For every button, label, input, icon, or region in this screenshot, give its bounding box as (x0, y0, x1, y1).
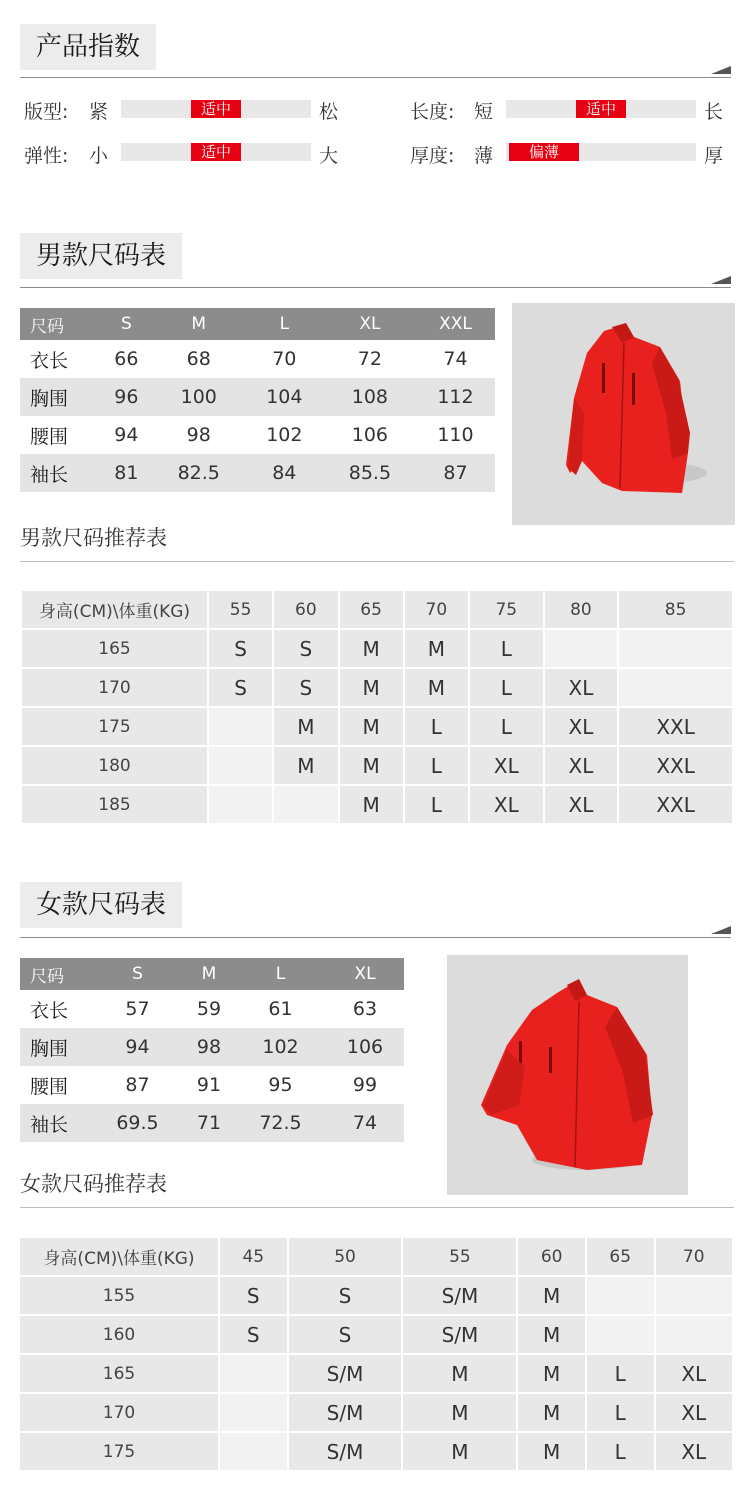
men-recommend-table (20, 589, 734, 825)
index-label-elasticity: 弹性: (24, 145, 69, 167)
height-cell: 170 (20, 1394, 218, 1431)
jacket-illustration (447, 955, 688, 1195)
index-bar-length (506, 100, 696, 118)
header-cell: 尺码 (20, 308, 100, 340)
weight-header: 55 (209, 591, 272, 628)
row-label: 胸围 (20, 378, 100, 416)
size-cell: L (405, 708, 468, 745)
height-cell: 175 (20, 1433, 218, 1470)
size-cell: M (405, 630, 468, 667)
size-cell: S (274, 669, 337, 706)
section-divider (20, 937, 731, 938)
size-cell: XL (656, 1355, 733, 1392)
size-cell: S/M (289, 1355, 402, 1392)
header-cell: S (100, 308, 153, 340)
table-cell: 63 (352, 998, 378, 1020)
index-marker: 适中 (191, 143, 241, 161)
table-cell: 82.5 (153, 454, 245, 492)
table-row (20, 416, 495, 454)
product-index-title: 产品指数 (20, 24, 156, 70)
header-cell: XL (326, 958, 404, 990)
header-cell: XXL (416, 308, 495, 340)
size-cell: XL (545, 786, 618, 823)
size-cell: M (340, 747, 403, 784)
size-cell (587, 1277, 654, 1314)
size-cell (545, 630, 618, 667)
table-cell: 66 (114, 348, 139, 370)
table-cell: 104 (245, 378, 324, 416)
men-recommend-title: 男款尺码推荐表 (20, 526, 167, 550)
index-label-length: 长度: (410, 101, 455, 123)
size-cell: S (220, 1316, 287, 1353)
table-row (20, 1028, 404, 1066)
table-cell: 57 (125, 998, 150, 1020)
size-cell: XL (470, 786, 543, 823)
size-cell (274, 786, 337, 823)
table-row (20, 454, 495, 492)
header-cell: M (153, 308, 245, 340)
table-cell: 59 (196, 998, 222, 1020)
size-cell: XL (545, 747, 618, 784)
size-cell: XL (545, 669, 618, 706)
weight-header: 75 (470, 591, 543, 628)
table-cell: 100 (153, 378, 245, 416)
size-cell: M (340, 708, 403, 745)
men-size-table (20, 308, 495, 492)
table-row (20, 340, 495, 378)
size-cell (209, 786, 272, 823)
size-cell: M (518, 1355, 585, 1392)
size-cell: M (340, 630, 403, 667)
index-low-length: 短 (474, 101, 494, 123)
index-marker: 适中 (576, 100, 626, 118)
table-cell: 91 (196, 1074, 222, 1096)
weight-header: 85 (619, 591, 732, 628)
size-cell: L (587, 1355, 654, 1392)
table-cell: 84 (245, 454, 324, 492)
size-cell (209, 747, 272, 784)
table-cell: 108 (324, 378, 416, 416)
index-low-thickness: 薄 (474, 145, 494, 167)
table-cell: 95 (268, 1074, 293, 1096)
size-cell: XL (656, 1394, 733, 1431)
table-cell: 98 (183, 1028, 235, 1066)
table-cell: 68 (186, 348, 211, 370)
header-cell: XL (324, 308, 416, 340)
table-cell: 94 (114, 424, 139, 446)
table-cell: 74 (443, 348, 468, 370)
size-cell: XL (545, 708, 618, 745)
height-cell: 155 (20, 1277, 218, 1314)
table-row (20, 1104, 404, 1142)
table-cell: 70 (272, 348, 297, 370)
header-cell: L (245, 308, 324, 340)
table-cell: 94 (92, 1028, 183, 1066)
table-row (20, 378, 495, 416)
height-cell: 160 (20, 1316, 218, 1353)
size-cell: L (405, 747, 468, 784)
weight-header: 70 (656, 1238, 733, 1275)
table-cell: 106 (351, 424, 389, 446)
height-cell: 165 (20, 1355, 218, 1392)
header-cell: 尺码 (20, 958, 92, 990)
table-row (20, 1355, 732, 1392)
header-cell: L (235, 958, 326, 990)
size-cell: S (209, 630, 272, 667)
table-cell: 112 (416, 378, 495, 416)
index-high-thickness: 厚 (704, 145, 724, 167)
weight-header: 80 (545, 591, 618, 628)
size-cell (656, 1316, 733, 1353)
size-cell (619, 630, 732, 667)
section-divider (20, 287, 731, 288)
table-cell: 106 (326, 1028, 404, 1066)
size-cell (587, 1316, 654, 1353)
size-cell: L (405, 786, 468, 823)
men-jacket-image (512, 303, 735, 525)
section-divider (20, 561, 734, 562)
women-recommend-title: 女款尺码推荐表 (20, 1172, 167, 1196)
table-row (22, 669, 732, 706)
height-cell: 185 (22, 786, 207, 823)
table-cell: 102 (266, 424, 303, 446)
index-low-elasticity: 小 (89, 145, 109, 167)
corner-arrow-icon (711, 66, 731, 74)
header-cell: S (92, 958, 183, 990)
height-cell: 170 (22, 669, 207, 706)
size-cell: S/M (403, 1316, 516, 1353)
size-cell: L (587, 1433, 654, 1470)
size-cell: M (403, 1433, 516, 1470)
size-cell: M (403, 1355, 516, 1392)
table-row (20, 1316, 732, 1353)
size-cell: S/M (289, 1433, 402, 1470)
size-cell: M (518, 1277, 585, 1314)
index-bar-fit (121, 100, 311, 118)
size-cell: S (289, 1277, 402, 1314)
table-row (20, 990, 404, 1028)
table-cell: 87 (416, 454, 495, 492)
table-row (20, 1277, 732, 1314)
corner-arrow-icon (711, 926, 731, 934)
corner-cell: 身高(CM)\体重(KG) (22, 591, 207, 628)
weight-header: 55 (403, 1238, 516, 1275)
index-marker: 适中 (191, 100, 241, 118)
size-cell: L (470, 630, 543, 667)
table-cell: 72.5 (235, 1104, 326, 1142)
size-cell: L (470, 669, 543, 706)
table-row (22, 747, 732, 784)
index-label-fit: 版型: (24, 101, 69, 123)
size-cell: M (518, 1394, 585, 1431)
size-cell (220, 1433, 287, 1470)
table-cell: 74 (326, 1104, 404, 1142)
row-label: 腰围 (30, 425, 69, 448)
size-cell: XXL (619, 747, 732, 784)
table-row (20, 1066, 404, 1104)
table-row (22, 786, 732, 823)
row-label: 衣长 (30, 349, 69, 372)
size-cell: L (470, 708, 543, 745)
row-label: 袖长 (20, 1104, 92, 1142)
men-size-chart-title: 男款尺码表 (20, 233, 182, 279)
table-row (22, 708, 732, 745)
index-high-fit: 松 (319, 101, 339, 123)
size-cell: S (289, 1316, 402, 1353)
weight-header: 65 (587, 1238, 654, 1275)
women-recommend-table (18, 1236, 734, 1472)
table-cell: 71 (183, 1104, 235, 1142)
size-cell: XL (470, 747, 543, 784)
weight-header: 60 (518, 1238, 585, 1275)
weight-header: 45 (220, 1238, 287, 1275)
size-cell (220, 1355, 287, 1392)
table-header-row (20, 308, 495, 340)
size-cell: L (587, 1394, 654, 1431)
table-cell: 72 (357, 348, 382, 370)
size-cell: S (209, 669, 272, 706)
table-cell: 85.5 (324, 454, 416, 492)
table-cell: 110 (437, 424, 474, 446)
size-cell: M (518, 1316, 585, 1353)
weight-header: 50 (289, 1238, 402, 1275)
section-divider (20, 77, 731, 78)
table-cell: 99 (352, 1074, 378, 1096)
size-cell: M (340, 786, 403, 823)
index-low-fit: 紧 (89, 101, 109, 123)
corner-arrow-icon (711, 276, 731, 284)
size-cell: S/M (289, 1394, 402, 1431)
row-label: 腰围 (30, 1075, 69, 1098)
table-cell: 61 (268, 998, 293, 1020)
table-cell: 87 (125, 1074, 150, 1096)
index-high-elasticity: 大 (319, 145, 339, 167)
table-cell: 81 (100, 454, 153, 492)
size-cell: M (274, 708, 337, 745)
table-row (20, 1394, 732, 1431)
index-bar-thickness (506, 143, 696, 161)
weight-header: 60 (274, 591, 337, 628)
table-row (22, 630, 732, 667)
size-cell: M (518, 1433, 585, 1470)
women-size-table (20, 958, 404, 1142)
size-cell (220, 1394, 287, 1431)
table-cell: 98 (186, 424, 211, 446)
women-size-chart-title: 女款尺码表 (20, 882, 182, 928)
header-cell: M (183, 958, 235, 990)
table-cell: 96 (100, 378, 153, 416)
size-cell: XXL (619, 786, 732, 823)
jacket-illustration (512, 303, 735, 525)
size-cell (656, 1277, 733, 1314)
table-cell: 102 (235, 1028, 326, 1066)
row-label: 胸围 (20, 1028, 92, 1066)
size-cell: M (274, 747, 337, 784)
height-cell: 165 (22, 630, 207, 667)
index-label-thickness: 厚度: (410, 145, 455, 167)
index-marker: 偏薄 (509, 143, 579, 161)
row-label: 袖长 (20, 454, 100, 492)
size-cell: S/M (403, 1277, 516, 1314)
index-high-length: 长 (704, 101, 724, 123)
table-cell: 69.5 (92, 1104, 183, 1142)
corner-cell: 身高(CM)\体重(KG) (20, 1238, 218, 1275)
size-cell: M (405, 669, 468, 706)
size-cell: XXL (619, 708, 732, 745)
weight-header: 65 (340, 591, 403, 628)
section-divider (20, 1207, 734, 1208)
table-header-row (20, 1238, 732, 1275)
women-jacket-image (447, 955, 688, 1195)
size-cell (619, 669, 732, 706)
weight-header: 70 (405, 591, 468, 628)
table-header-row (22, 591, 732, 628)
size-cell: S (274, 630, 337, 667)
size-cell: XL (656, 1433, 733, 1470)
size-cell: M (403, 1394, 516, 1431)
height-cell: 180 (22, 747, 207, 784)
size-cell: M (340, 669, 403, 706)
table-row (20, 1433, 732, 1470)
table-header-row (20, 958, 404, 990)
row-label: 衣长 (30, 999, 69, 1022)
index-bar-elasticity (121, 143, 311, 161)
size-cell: S (220, 1277, 287, 1314)
height-cell: 175 (22, 708, 207, 745)
size-cell (209, 708, 272, 745)
